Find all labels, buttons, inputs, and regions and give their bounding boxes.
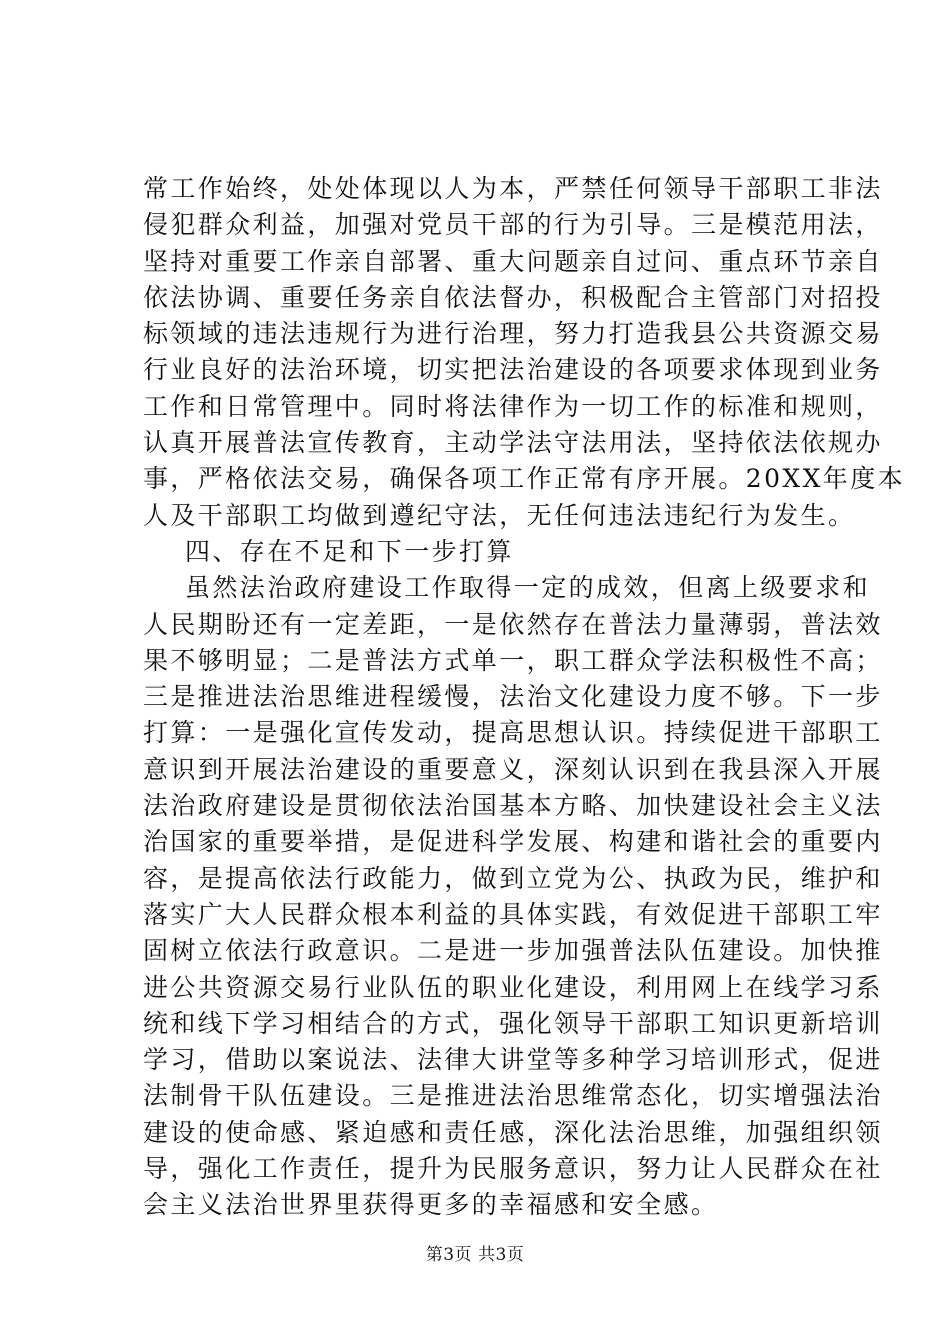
text-line: 三是推进法治思维进程缓慢，法治文化建设力度不够。下一步	[143, 682, 883, 712]
text-line: 进公共资源交易行业队伍的职业化建设，利用网上在线学习系	[143, 972, 883, 1002]
page-footer: 第3页 共3页	[425, 1245, 525, 1265]
text-line: 依法协调、重要任务亲自依法督办，积极配合主管部门对招投	[143, 282, 883, 312]
text-line: 果不够明显；二是普法方式单一，职工群众学法积极性不高；	[143, 645, 883, 675]
text-line: 固树立依法行政意识。二是进一步加强普法队伍建设。加快推	[143, 936, 883, 966]
text-line: 建设的使命感、紧迫感和责任感，深化法治思维，加强组织领	[143, 1117, 883, 1147]
text-line: 意识到开展法治建设的重要意义，深刻认识到在我县深入开展	[143, 754, 883, 784]
text-line: 常工作始终，处处体现以人为本，严禁任何领导干部职工非法	[143, 174, 883, 203]
text-line: 学习，借助以案说法、法律大讲堂等多种学习培训形式，促进	[143, 1045, 883, 1075]
document-body	[143, 171, 906, 1224]
text-line: 打算：一是强化宣传发动，提高思想认识。持续促进干部职工	[143, 718, 883, 748]
text-line: 工作和日常管理中。同时将法律作为一切工作的标准和规则，	[143, 391, 883, 421]
text-line: 法制骨干队伍建设。三是推进法治思维常态化，切实增强法治	[143, 1081, 883, 1111]
text-line: 认真开展普法宣传教育，主动学法守法用法，坚持依法依规办	[143, 428, 883, 458]
text-line: 侵犯群众利益，加强对党员干部的行为引导。三是模范用法，	[143, 210, 883, 240]
text-line: 统和线下学习相结合的方式，强化领导干部职工知识更新培训	[143, 1008, 883, 1038]
text-line: 事，严格依法交易，确保各项工作正常有序开展。20XX年度本	[143, 464, 906, 494]
text-line: 坚持对重要工作亲自部署、重大问题亲自过问、重点环节亲自	[143, 246, 883, 276]
text-line: 人及干部职工均做到遵纪守法，无任何违法违纪行为发生。	[143, 500, 856, 530]
text-line: 治国家的重要举措，是促进科学发展、构建和谐社会的重要内	[143, 827, 883, 857]
text-line: 会主义法治世界里获得更多的幸福感和安全感。	[143, 1190, 719, 1220]
text-line: 人民期盼还有一定差距，一是依然存在普法力量薄弱，普法效	[143, 609, 883, 639]
text-line: 行业良好的法治环境，切实把法治建设的各项要求体现到业务	[143, 355, 883, 385]
section-heading: 四、存在不足和下一步打算	[185, 536, 514, 566]
text-line: 落实广大人民群众根本利益的具体实践，有效促进干部职工牢	[143, 899, 883, 929]
text-line: 导，强化工作责任，提升为民服务意识，努力让人民群众在社	[143, 1154, 883, 1184]
text-line: 虽然法治政府建设工作取得一定的成效，但离上级要求和	[185, 573, 871, 603]
text-line: 标领域的违法违规行为进行治理，努力打造我县公共资源交易	[143, 319, 883, 349]
text-line: 容，是提高依法行政能力，做到立党为公、执政为民，维护和	[143, 863, 883, 893]
text-line: 法治政府建设是贯彻依法治国基本方略、加快建设社会主义法	[143, 791, 883, 821]
